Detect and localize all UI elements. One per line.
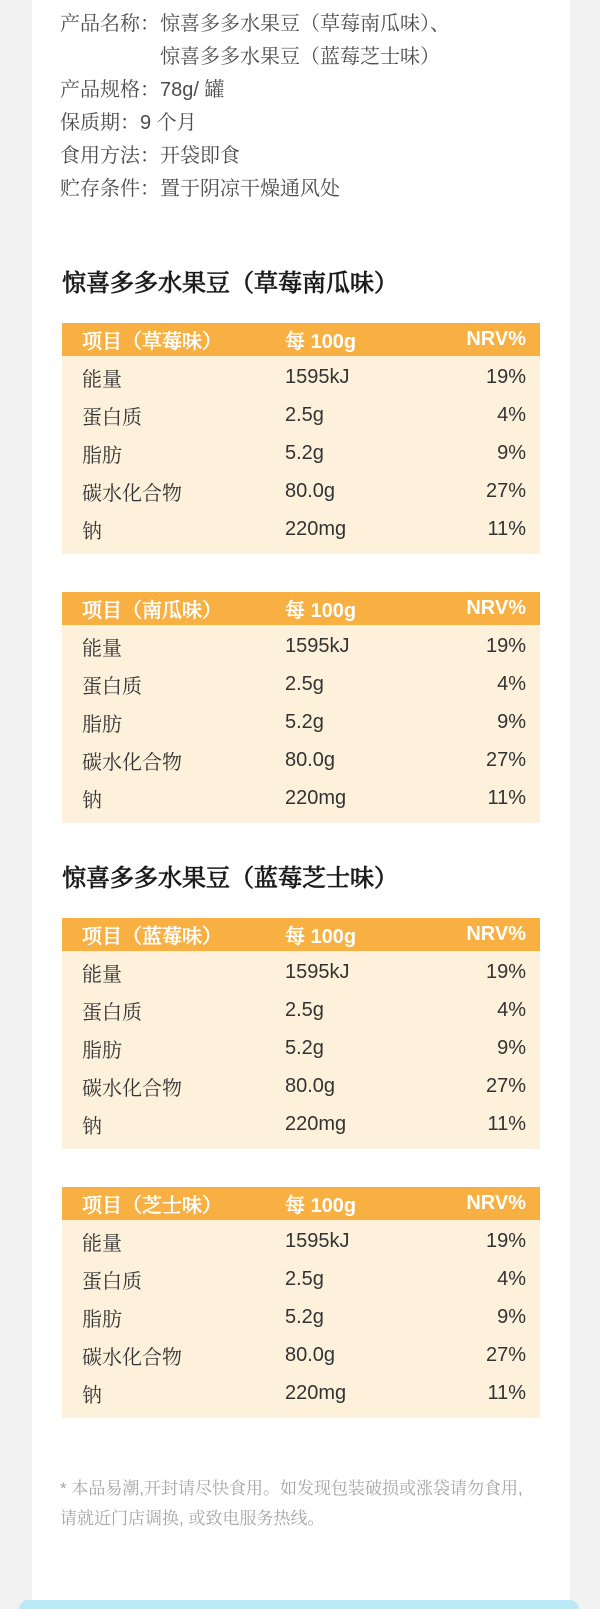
nutrition-table-body: [62, 951, 540, 1149]
footer-note-line2: 请就近门店调换, 或致电服务热线。: [60, 1509, 325, 1528]
table-row: [62, 358, 540, 396]
header-cell-item: 项目（南瓜味）: [82, 600, 222, 622]
cell-nutrient: 碳水化合物: [82, 1077, 182, 1100]
cell-nutrient: 能量: [82, 637, 122, 660]
header-cell-nrv: NRV%: [466, 597, 526, 619]
next-section-peek-bar: [19, 1600, 579, 1609]
product-detail-card: [32, 0, 570, 1609]
table-row: [62, 510, 540, 548]
table-row: [62, 396, 540, 434]
table-row: [62, 665, 540, 703]
cell-nutrient: 碳水化合物: [82, 1346, 182, 1369]
cell-nrv: 9%: [497, 1305, 526, 1328]
cell-amount: 5.2g: [285, 1305, 324, 1328]
cell-nrv: 11%: [487, 1112, 526, 1135]
table-row: [62, 472, 540, 510]
cell-nrv: 4%: [497, 1267, 526, 1290]
cell-nutrient: 钠: [82, 789, 102, 812]
cell-amount: 80.0g: [285, 1074, 336, 1097]
cell-amount: 2.5g: [285, 998, 324, 1021]
section-title-strawberry-pumpkin: 惊喜多多水果豆（草莓南瓜味）: [62, 270, 398, 297]
cell-nrv: 11%: [487, 786, 526, 809]
shelf-life-label: 保质期：: [60, 112, 140, 134]
cell-amount: 220mg: [285, 517, 347, 540]
table-row: [62, 1260, 540, 1298]
cell-nutrient: 蛋白质: [82, 675, 142, 698]
cell-amount: 1595kJ: [285, 960, 350, 983]
nutrition-table-body: [62, 625, 540, 823]
nutrition-table-pumpkin: [62, 592, 540, 823]
header-cell-per100g: 每 100g: [285, 1195, 357, 1217]
cell-nutrient: 蛋白质: [82, 1270, 142, 1293]
table-row: [62, 1029, 540, 1067]
cell-nutrient: 碳水化合物: [82, 751, 182, 774]
product-name-line2: 惊喜多多水果豆（蓝莓芝士味）: [160, 46, 440, 68]
cell-amount: 80.0g: [285, 479, 336, 502]
cell-nrv: 27%: [485, 748, 526, 771]
nutrition-table-body: [62, 356, 540, 554]
table-row: [62, 434, 540, 472]
section-title-blueberry-cheese: 惊喜多多水果豆（蓝莓芝士味）: [62, 865, 398, 892]
table-row: [62, 741, 540, 779]
cell-nutrient: 蛋白质: [82, 1001, 142, 1024]
cell-amount: 2.5g: [285, 1267, 324, 1290]
cell-nrv: 27%: [485, 1074, 526, 1097]
usage-row: [60, 140, 570, 173]
header-cell-per100g: 每 100g: [285, 331, 357, 353]
cell-nrv: 19%: [485, 960, 526, 983]
cell-nutrient: 钠: [82, 520, 102, 543]
table-row: [62, 627, 540, 665]
cell-amount: 220mg: [285, 786, 347, 809]
product-name-label: 产品名称：: [60, 13, 160, 35]
table-row: [62, 1374, 540, 1412]
cell-nrv: 4%: [497, 403, 526, 426]
cell-amount: 1595kJ: [285, 365, 350, 388]
cell-nrv: 4%: [497, 672, 526, 695]
header-cell-nrv: NRV%: [466, 1192, 526, 1214]
header-cell-per100g: 每 100g: [285, 600, 357, 622]
header-cell-item: 项目（草莓味）: [82, 331, 222, 353]
cell-amount: 2.5g: [285, 672, 324, 695]
header-cell-nrv: NRV%: [466, 923, 526, 945]
cell-nutrient: 蛋白质: [82, 406, 142, 429]
cell-nrv: 27%: [485, 479, 526, 502]
nutrition-table-header: [62, 592, 540, 625]
product-spec-value: 78g/ 罐: [160, 79, 225, 101]
cell-nrv: 4%: [497, 998, 526, 1021]
nutrition-table-strawberry: [62, 323, 540, 554]
storage-value: 置于阴凉干燥通风处: [160, 178, 340, 200]
cell-nutrient: 碳水化合物: [82, 482, 182, 505]
cell-amount: 5.2g: [285, 441, 324, 464]
table-row: [62, 1298, 540, 1336]
cell-amount: 220mg: [285, 1381, 347, 1404]
cell-nutrient: 脂肪: [82, 1308, 122, 1331]
cell-nrv: 19%: [485, 365, 526, 388]
product-spec-label: 产品规格：: [60, 79, 160, 101]
cell-amount: 2.5g: [285, 403, 324, 426]
table-row: [62, 953, 540, 991]
cell-amount: 5.2g: [285, 710, 324, 733]
footer-note-line1: * 本品易潮,开封请尽快食用。如发现包装破损或涨袋请勿食用,: [60, 1479, 523, 1498]
table-row: [62, 779, 540, 817]
table-row: [62, 1222, 540, 1260]
table-row: [62, 991, 540, 1029]
cell-nutrient: 脂肪: [82, 1039, 122, 1062]
header-cell-nrv: NRV%: [466, 328, 526, 350]
cell-nutrient: 钠: [82, 1115, 102, 1138]
cell-nutrient: 能量: [82, 1232, 122, 1255]
cell-nrv: 19%: [485, 634, 526, 657]
cell-nrv: 19%: [485, 1229, 526, 1252]
cell-nrv: 11%: [487, 517, 526, 540]
cell-amount: 80.0g: [285, 748, 336, 771]
cell-amount: 5.2g: [285, 1036, 324, 1059]
header-cell-item: 项目（芝士味）: [82, 1195, 222, 1217]
table-row: [62, 1336, 540, 1374]
cell-amount: 220mg: [285, 1112, 347, 1135]
cell-nrv: 9%: [497, 710, 526, 733]
nutrition-table-blueberry: [62, 918, 540, 1149]
cell-nutrient: 能量: [82, 368, 122, 391]
table-row: [62, 1067, 540, 1105]
header-cell-per100g: 每 100g: [285, 926, 357, 948]
shelf-life-row: [60, 107, 570, 140]
product-spec-row: [60, 74, 570, 107]
nutrition-table-body: [62, 1220, 540, 1418]
cell-nrv: 11%: [487, 1381, 526, 1404]
cell-nrv: 9%: [497, 441, 526, 464]
product-name-value: [160, 8, 450, 74]
storage-label: 贮存条件：: [60, 178, 160, 200]
cell-nutrient: 脂肪: [82, 713, 122, 736]
table-row: [62, 1105, 540, 1143]
cell-nutrient: 钠: [82, 1384, 102, 1407]
product-name-line1: 惊喜多多水果豆（草莓南瓜味）、: [160, 13, 450, 35]
cell-nrv: 9%: [497, 1036, 526, 1059]
cell-nrv: 27%: [485, 1343, 526, 1366]
cell-amount: 1595kJ: [285, 1229, 350, 1252]
usage-value: 开袋即食: [160, 145, 240, 167]
nutrition-table-header: [62, 918, 540, 951]
nutrition-table-header: [62, 1187, 540, 1220]
usage-label: 食用方法：: [60, 145, 160, 167]
header-cell-item: 项目（蓝莓味）: [82, 926, 222, 948]
table-row: [62, 703, 540, 741]
cell-nutrient: 脂肪: [82, 444, 122, 467]
nutrition-table-header: [62, 323, 540, 356]
cell-amount: 80.0g: [285, 1343, 336, 1366]
storage-row: [60, 173, 570, 206]
product-name-row: [60, 8, 570, 74]
nutrition-table-cheese: [62, 1187, 540, 1418]
shelf-life-value: 9 个月: [140, 112, 197, 134]
cell-nutrient: 能量: [82, 963, 122, 986]
cell-amount: 1595kJ: [285, 634, 350, 657]
footer-note: [60, 1474, 540, 1534]
product-info-block: [32, 0, 570, 206]
